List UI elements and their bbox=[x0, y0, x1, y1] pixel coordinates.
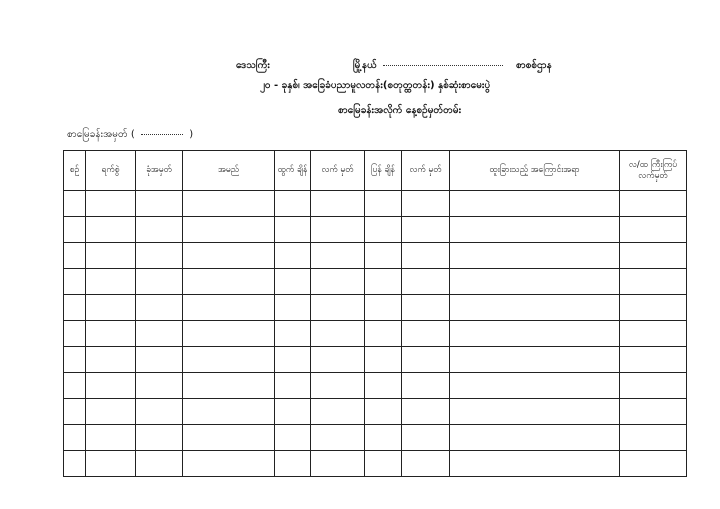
exam-room-close: ) bbox=[189, 129, 194, 140]
table-cell[interactable] bbox=[402, 373, 450, 399]
table-cell[interactable] bbox=[311, 347, 365, 373]
table-cell[interactable] bbox=[620, 243, 687, 269]
table-cell[interactable] bbox=[136, 399, 183, 425]
table-cell[interactable] bbox=[450, 347, 620, 373]
table-cell[interactable] bbox=[620, 269, 687, 295]
table-cell[interactable] bbox=[402, 191, 450, 217]
table-cell[interactable] bbox=[311, 399, 365, 425]
table-row bbox=[64, 347, 687, 373]
col-return-time: ပြန် ချိန် bbox=[365, 151, 402, 191]
table-cell[interactable] bbox=[275, 373, 311, 399]
table-cell[interactable] bbox=[311, 295, 365, 321]
table-row bbox=[64, 191, 687, 217]
table-cell[interactable] bbox=[86, 217, 136, 243]
col-out-time: ထွက် ချိန် bbox=[275, 151, 311, 191]
table-cell[interactable] bbox=[275, 321, 311, 347]
col-name: အမည် bbox=[183, 151, 275, 191]
table-cell[interactable] bbox=[136, 451, 183, 477]
page-title: စာမြေခန်းအလိုက် နေ့စဉ်မှတ်တမ်း bbox=[338, 105, 462, 116]
exam-room-blank bbox=[141, 133, 183, 135]
table-cell[interactable] bbox=[275, 425, 311, 451]
table-row bbox=[64, 243, 687, 269]
table-cell[interactable] bbox=[136, 425, 183, 451]
region-label: ဒေသကြီး bbox=[236, 60, 270, 71]
table-cell[interactable] bbox=[64, 451, 86, 477]
table-cell[interactable] bbox=[450, 425, 620, 451]
table-cell[interactable] bbox=[183, 425, 275, 451]
table-cell[interactable] bbox=[136, 347, 183, 373]
table-row bbox=[64, 425, 687, 451]
table-cell[interactable] bbox=[620, 399, 687, 425]
table-cell[interactable] bbox=[620, 425, 687, 451]
table-cell[interactable] bbox=[450, 217, 620, 243]
table-cell[interactable] bbox=[183, 321, 275, 347]
table-cell[interactable] bbox=[275, 191, 311, 217]
exam-subtitle: ၂၀ - ခုနှစ်၊ အခြေခံပညာမူလတန်း(စတုတ္ထတန်း) နှစ်ဆုံးစာမေးပွဲ bbox=[260, 80, 491, 91]
table-cell[interactable] bbox=[64, 243, 86, 269]
table-cell[interactable] bbox=[275, 243, 311, 269]
table-cell[interactable] bbox=[183, 269, 275, 295]
table-cell[interactable] bbox=[311, 191, 365, 217]
col-date: ရက်စွဲ bbox=[86, 151, 136, 191]
table-cell[interactable] bbox=[275, 451, 311, 477]
table-cell[interactable] bbox=[183, 451, 275, 477]
table-cell[interactable] bbox=[183, 191, 275, 217]
table-cell[interactable] bbox=[365, 347, 402, 373]
table-row bbox=[64, 269, 687, 295]
township-blank bbox=[383, 64, 503, 66]
table-row bbox=[64, 295, 687, 321]
table-cell[interactable] bbox=[620, 321, 687, 347]
table-cell[interactable] bbox=[86, 425, 136, 451]
table-cell[interactable] bbox=[402, 399, 450, 425]
table-cell[interactable] bbox=[620, 451, 687, 477]
table-cell[interactable] bbox=[275, 217, 311, 243]
table-cell[interactable] bbox=[64, 399, 86, 425]
exam-room-field bbox=[67, 127, 193, 142]
table-cell[interactable] bbox=[402, 243, 450, 269]
table-cell[interactable] bbox=[402, 295, 450, 321]
table-cell[interactable] bbox=[86, 269, 136, 295]
table-cell[interactable] bbox=[402, 451, 450, 477]
table-row bbox=[64, 373, 687, 399]
table-cell[interactable] bbox=[136, 217, 183, 243]
table-cell[interactable] bbox=[64, 347, 86, 373]
table-cell[interactable] bbox=[450, 295, 620, 321]
table-cell[interactable] bbox=[402, 269, 450, 295]
table-cell[interactable] bbox=[136, 269, 183, 295]
table-cell[interactable] bbox=[275, 269, 311, 295]
table-cell[interactable] bbox=[450, 321, 620, 347]
table-cell[interactable] bbox=[311, 217, 365, 243]
table-cell[interactable] bbox=[365, 451, 402, 477]
table-cell[interactable] bbox=[86, 347, 136, 373]
table-cell[interactable] bbox=[365, 399, 402, 425]
table-cell[interactable] bbox=[365, 243, 402, 269]
table-cell[interactable] bbox=[365, 373, 402, 399]
table-cell[interactable] bbox=[86, 321, 136, 347]
table-cell[interactable] bbox=[365, 321, 402, 347]
table-cell[interactable] bbox=[86, 399, 136, 425]
table-cell[interactable] bbox=[86, 373, 136, 399]
table-cell[interactable] bbox=[275, 399, 311, 425]
table-cell[interactable] bbox=[311, 425, 365, 451]
table-cell[interactable] bbox=[402, 425, 450, 451]
table-cell[interactable] bbox=[450, 451, 620, 477]
table-cell[interactable] bbox=[620, 295, 687, 321]
table-cell[interactable] bbox=[365, 191, 402, 217]
table-cell[interactable] bbox=[183, 217, 275, 243]
exam-room-label: စာမြေခန်းအမှတ် ( bbox=[67, 129, 135, 140]
township-label: မြို့နယ် bbox=[353, 60, 377, 71]
table-cell[interactable] bbox=[86, 191, 136, 217]
table-cell[interactable] bbox=[64, 321, 86, 347]
table-cell[interactable] bbox=[311, 243, 365, 269]
table-row bbox=[64, 399, 687, 425]
table-cell[interactable] bbox=[275, 295, 311, 321]
table-cell[interactable] bbox=[183, 243, 275, 269]
table-cell[interactable] bbox=[64, 269, 86, 295]
table-cell[interactable] bbox=[183, 347, 275, 373]
table-cell[interactable] bbox=[86, 243, 136, 269]
table-cell[interactable] bbox=[183, 399, 275, 425]
table-cell[interactable] bbox=[311, 373, 365, 399]
table-cell[interactable] bbox=[365, 217, 402, 243]
table-cell[interactable] bbox=[64, 295, 86, 321]
table-row bbox=[64, 451, 687, 477]
table-cell[interactable] bbox=[365, 425, 402, 451]
table-cell[interactable] bbox=[136, 243, 183, 269]
table-cell[interactable] bbox=[402, 321, 450, 347]
table-cell[interactable] bbox=[402, 347, 450, 373]
exam-center-label: စာစစ်ဌာန bbox=[516, 60, 552, 71]
table-cell[interactable] bbox=[275, 347, 311, 373]
table-cell[interactable] bbox=[450, 243, 620, 269]
table-cell[interactable] bbox=[620, 347, 687, 373]
table-cell[interactable] bbox=[183, 373, 275, 399]
table-cell[interactable] bbox=[136, 295, 183, 321]
table-cell[interactable] bbox=[311, 321, 365, 347]
table-cell[interactable] bbox=[64, 373, 86, 399]
township-field bbox=[353, 58, 506, 73]
table-cell[interactable] bbox=[136, 191, 183, 217]
table-cell[interactable] bbox=[86, 295, 136, 321]
table-row bbox=[64, 321, 687, 347]
table-cell[interactable] bbox=[450, 373, 620, 399]
table-cell[interactable] bbox=[86, 451, 136, 477]
table-cell[interactable] bbox=[64, 425, 86, 451]
table-cell[interactable] bbox=[64, 191, 86, 217]
table-cell[interactable] bbox=[450, 191, 620, 217]
table-cell[interactable] bbox=[620, 191, 687, 217]
table-cell[interactable] bbox=[136, 321, 183, 347]
col-remarks: ထူးခြားသည့် အကြောင်းအရာ bbox=[450, 151, 620, 191]
table-cell[interactable] bbox=[450, 399, 620, 425]
table-cell[interactable] bbox=[620, 373, 687, 399]
table-cell[interactable] bbox=[365, 295, 402, 321]
table-cell[interactable] bbox=[64, 217, 86, 243]
table-cell[interactable] bbox=[311, 269, 365, 295]
col-return-signature: လက် မှတ် bbox=[402, 151, 450, 191]
table-cell[interactable] bbox=[365, 269, 402, 295]
table-cell[interactable] bbox=[311, 451, 365, 477]
table-row bbox=[64, 217, 687, 243]
col-out-signature: လက် မှတ် bbox=[311, 151, 365, 191]
col-supervisor-signature: လ/ထ ကြီးကြပ် လက်မှတ် bbox=[620, 151, 687, 191]
table-cell[interactable] bbox=[183, 295, 275, 321]
record-table bbox=[63, 150, 687, 477]
col-seat-number: ခုံအမှတ် bbox=[136, 151, 183, 191]
table-cell[interactable] bbox=[136, 373, 183, 399]
table-cell[interactable] bbox=[620, 217, 687, 243]
header-row bbox=[64, 151, 687, 191]
table-cell[interactable] bbox=[402, 217, 450, 243]
col-serial: စဉ် bbox=[64, 151, 86, 191]
table-cell[interactable] bbox=[450, 269, 620, 295]
